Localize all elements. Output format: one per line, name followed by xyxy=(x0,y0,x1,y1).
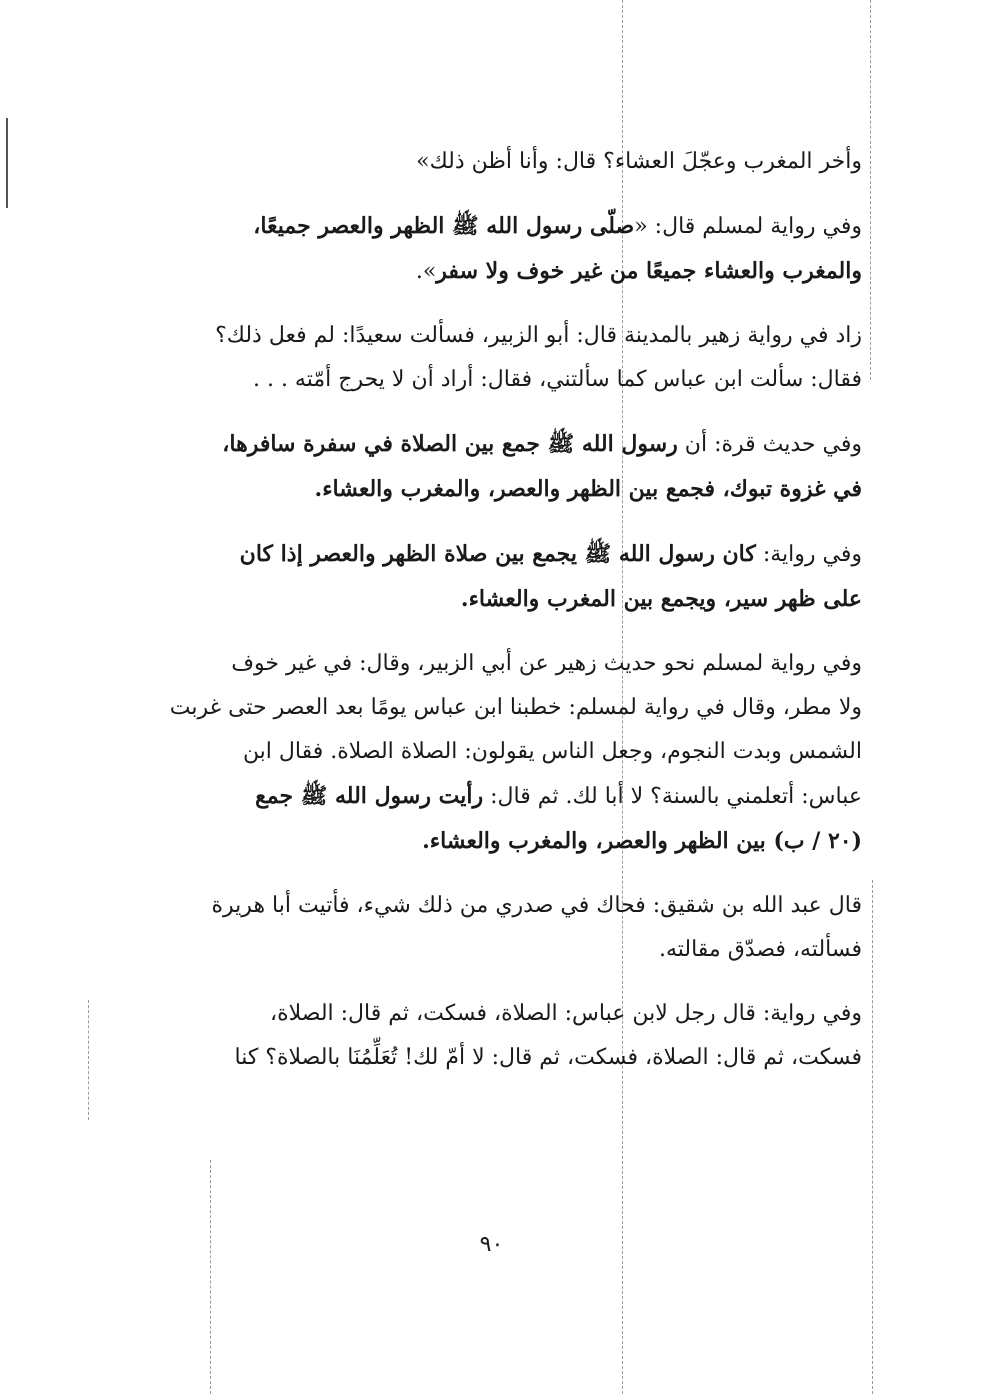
text-segment: وفي رواية: xyxy=(755,542,862,567)
bold-segment: كان رسول الله ﷺ يجمع بين صلاة الظهر والعصر إذا كان xyxy=(239,541,756,567)
paragraph xyxy=(150,992,862,1080)
text-segment: قال عبد الله بن شقيق: فحاك في صدري من ذلك شيء، فأتيت أبا هريرة xyxy=(211,893,862,918)
text-segment: وفي رواية لمسلم قال: « xyxy=(634,214,862,239)
text-line xyxy=(150,532,862,577)
paragraph xyxy=(150,314,862,402)
bold-segment: رأيت رسول الله ﷺ جمع xyxy=(255,783,484,809)
text-segment: زاد في رواية زهير بالمدينة قال: أبو الزبير، فسألت سعيدًا: لم فعل ذلك؟ xyxy=(215,323,862,348)
text-segment: فسكت، ثم قال: الصلاة، فسكت، ثم قال: لا أمّ لك! تُعَلِّمُنَا بالصلاة؟ كنا xyxy=(234,1045,862,1070)
text-segment: فسألته، فصدّق مقالته. xyxy=(658,937,862,962)
text-segment: عباس: أتعلمني بالسنة؟ لا أبا لك. ثم قال: xyxy=(483,784,862,809)
bold-segment: صلّى رسول الله ﷺ الظهر والعصر جميعًا، xyxy=(253,213,635,239)
bold-segment: على ظهر سير، ويجمع بين المغرب والعشاء. xyxy=(460,586,862,612)
text-segment: وفي رواية: قال رجل لابن عباس: الصلاة، فسكت، ثم قال: الصلاة، xyxy=(269,1001,862,1026)
text-line xyxy=(150,467,862,512)
text-line xyxy=(150,686,862,730)
text-line xyxy=(150,730,862,774)
bold-segment: والمغرب والعشاء جميعًا من غير خوف ولا سفر xyxy=(436,258,862,284)
binding-edge-mark xyxy=(6,118,8,208)
bold-segment: (٢٠ / ب) بين الظهر والعصر، والمغرب والعشاء. xyxy=(422,828,862,854)
text-line xyxy=(150,314,862,358)
fold-line-right-upper xyxy=(870,0,871,380)
text-line xyxy=(150,1036,862,1080)
text-line xyxy=(150,642,862,686)
text-line xyxy=(150,422,862,467)
text-line xyxy=(150,204,862,249)
fold-line-right-lower xyxy=(872,880,873,1394)
text-segment: وفي رواية لمسلم نحو حديث زهير عن أبي الزبير، وقال: في غير خوف xyxy=(231,651,862,676)
text-segment: ». xyxy=(415,259,437,284)
bold-segment: رسول الله ﷺ جمع بين الصلاة في سفرة سافرها، xyxy=(222,431,678,457)
text-line xyxy=(150,249,862,294)
text-segment: فقال: سألت ابن عباس كما سألتني، فقال: أراد أن لا يحرج أمّته . . . xyxy=(252,367,862,392)
text-line xyxy=(150,928,862,972)
text-line xyxy=(150,140,862,184)
paragraph xyxy=(150,140,862,184)
body-text xyxy=(150,140,862,1100)
paragraph xyxy=(150,642,862,864)
fold-line-left xyxy=(88,1000,89,1120)
paragraph xyxy=(150,532,862,622)
text-segment: وأخر المغرب وعجّلَ العشاء؟ قال: وأنا أظن ذلك» xyxy=(416,149,862,174)
page-number: ٩٠ xyxy=(479,1232,504,1257)
fold-line-center-bottom xyxy=(210,1160,211,1394)
bold-segment: في غزوة تبوك، فجمع بين الظهر والعصر، والمغرب والعشاء. xyxy=(314,476,862,502)
text-segment: الشمس وبدت النجوم، وجعل الناس يقولون: الصلاة الصلاة. فقال ابن xyxy=(242,739,862,764)
text-segment: ولا مطر، وقال في رواية لمسلم: خطبنا ابن عباس يومًا بعد العصر حتى غربت xyxy=(169,695,862,720)
paragraph xyxy=(150,204,862,294)
paragraph xyxy=(150,884,862,972)
text-line xyxy=(150,774,862,819)
text-segment: وفي حديث قرة: أن xyxy=(677,432,862,457)
text-line xyxy=(150,358,862,402)
text-line xyxy=(150,992,862,1036)
paragraph xyxy=(150,422,862,512)
text-line xyxy=(150,577,862,622)
text-line xyxy=(150,819,862,864)
text-line xyxy=(150,884,862,928)
